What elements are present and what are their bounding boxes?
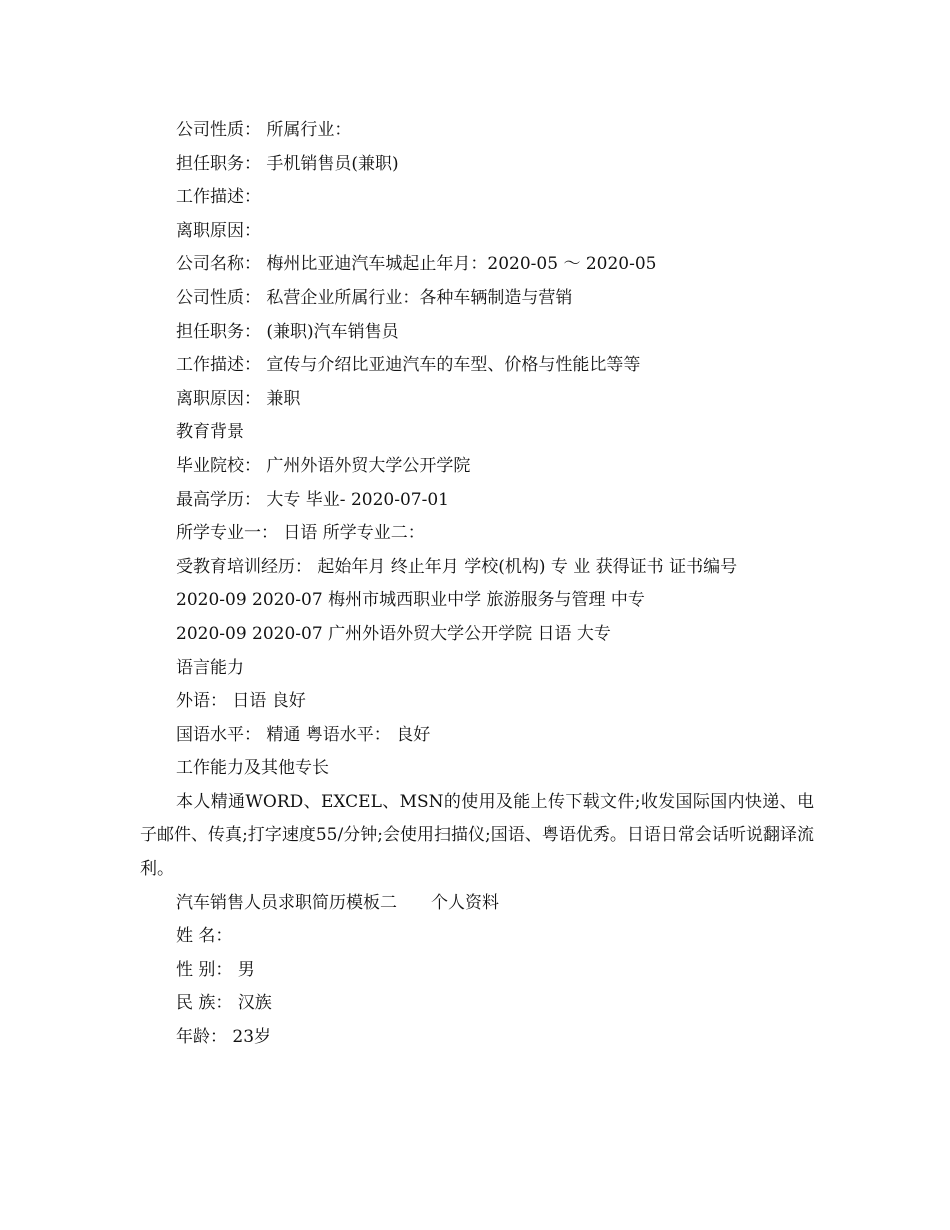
language-heading: 语言能力 xyxy=(176,657,244,678)
name-line: 姓 名： xyxy=(176,926,233,947)
skills-paragraph: 本人精通WORD、EXCEL、MSN的使用及能上传下载文件;收发国际国内快递、电子邮件、传真;打字速度55/分钟;会使用扫描仪;国语、粤语优秀。日语日常会话听说翻译流利。 xyxy=(140,791,814,880)
job-title-line: 担任职务： 手机销售员(兼职) xyxy=(176,153,399,174)
gender-line: 性 别： 男 xyxy=(176,959,255,980)
major-line: 所学专业一： 日语 所学专业二： xyxy=(176,523,425,544)
job-description-line: 工作描述： xyxy=(176,187,261,208)
company-name-line: 公司名称： 梅州比亚迪汽车城起止年月：2020-05 ～ 2020-05 xyxy=(176,254,657,275)
skills-heading: 工作能力及其他专长 xyxy=(176,758,329,779)
company-nature-line-2: 公司性质： 私营企业所属行业：各种车辆制造与营销 xyxy=(176,287,573,308)
company-nature-line: 公司性质： 所属行业： xyxy=(176,120,352,140)
leave-reason-line-2: 离职原因： 兼职 xyxy=(176,388,301,409)
foreign-language-line: 外语： 日语 良好 xyxy=(176,691,306,712)
education-history-paragraph: 受教育培训经历： 起始年月 终止年月 学校(机构) 专 业 获得证书 证书编号 xyxy=(176,556,738,577)
school-line: 毕业院校： 广州外语外贸大学公开学院 xyxy=(176,455,471,476)
template-two-heading: 汽车销售人员求职简历模板二 个人资料 xyxy=(176,892,499,913)
degree-line: 最高学历： 大专 毕业- 2020-07-01 xyxy=(176,489,449,510)
education-heading: 教育背景 xyxy=(176,422,244,443)
ethnicity-line: 民 族： 汉族 xyxy=(176,993,272,1014)
document-body xyxy=(140,114,814,1055)
age-line: 年龄： 23岁 xyxy=(176,1027,272,1048)
mandarin-cantonese-line: 国语水平： 精通 粤语水平： 良好 xyxy=(176,724,431,745)
education-record-1: 2020-09 2020-07 梅州市城西职业中学 旅游服务与管理 中专 xyxy=(176,590,645,611)
job-description-line-2: 工作描述： 宣传与介绍比亚迪汽车的车型、价格与性能比等等 xyxy=(176,355,641,376)
education-record-2: 2020-09 2020-07 广州外语外贸大学公开学院 日语 大专 xyxy=(176,623,611,644)
leave-reason-line: 离职原因： xyxy=(176,220,261,241)
job-title-line-2: 担任职务： (兼职)汽车销售员 xyxy=(176,321,399,342)
